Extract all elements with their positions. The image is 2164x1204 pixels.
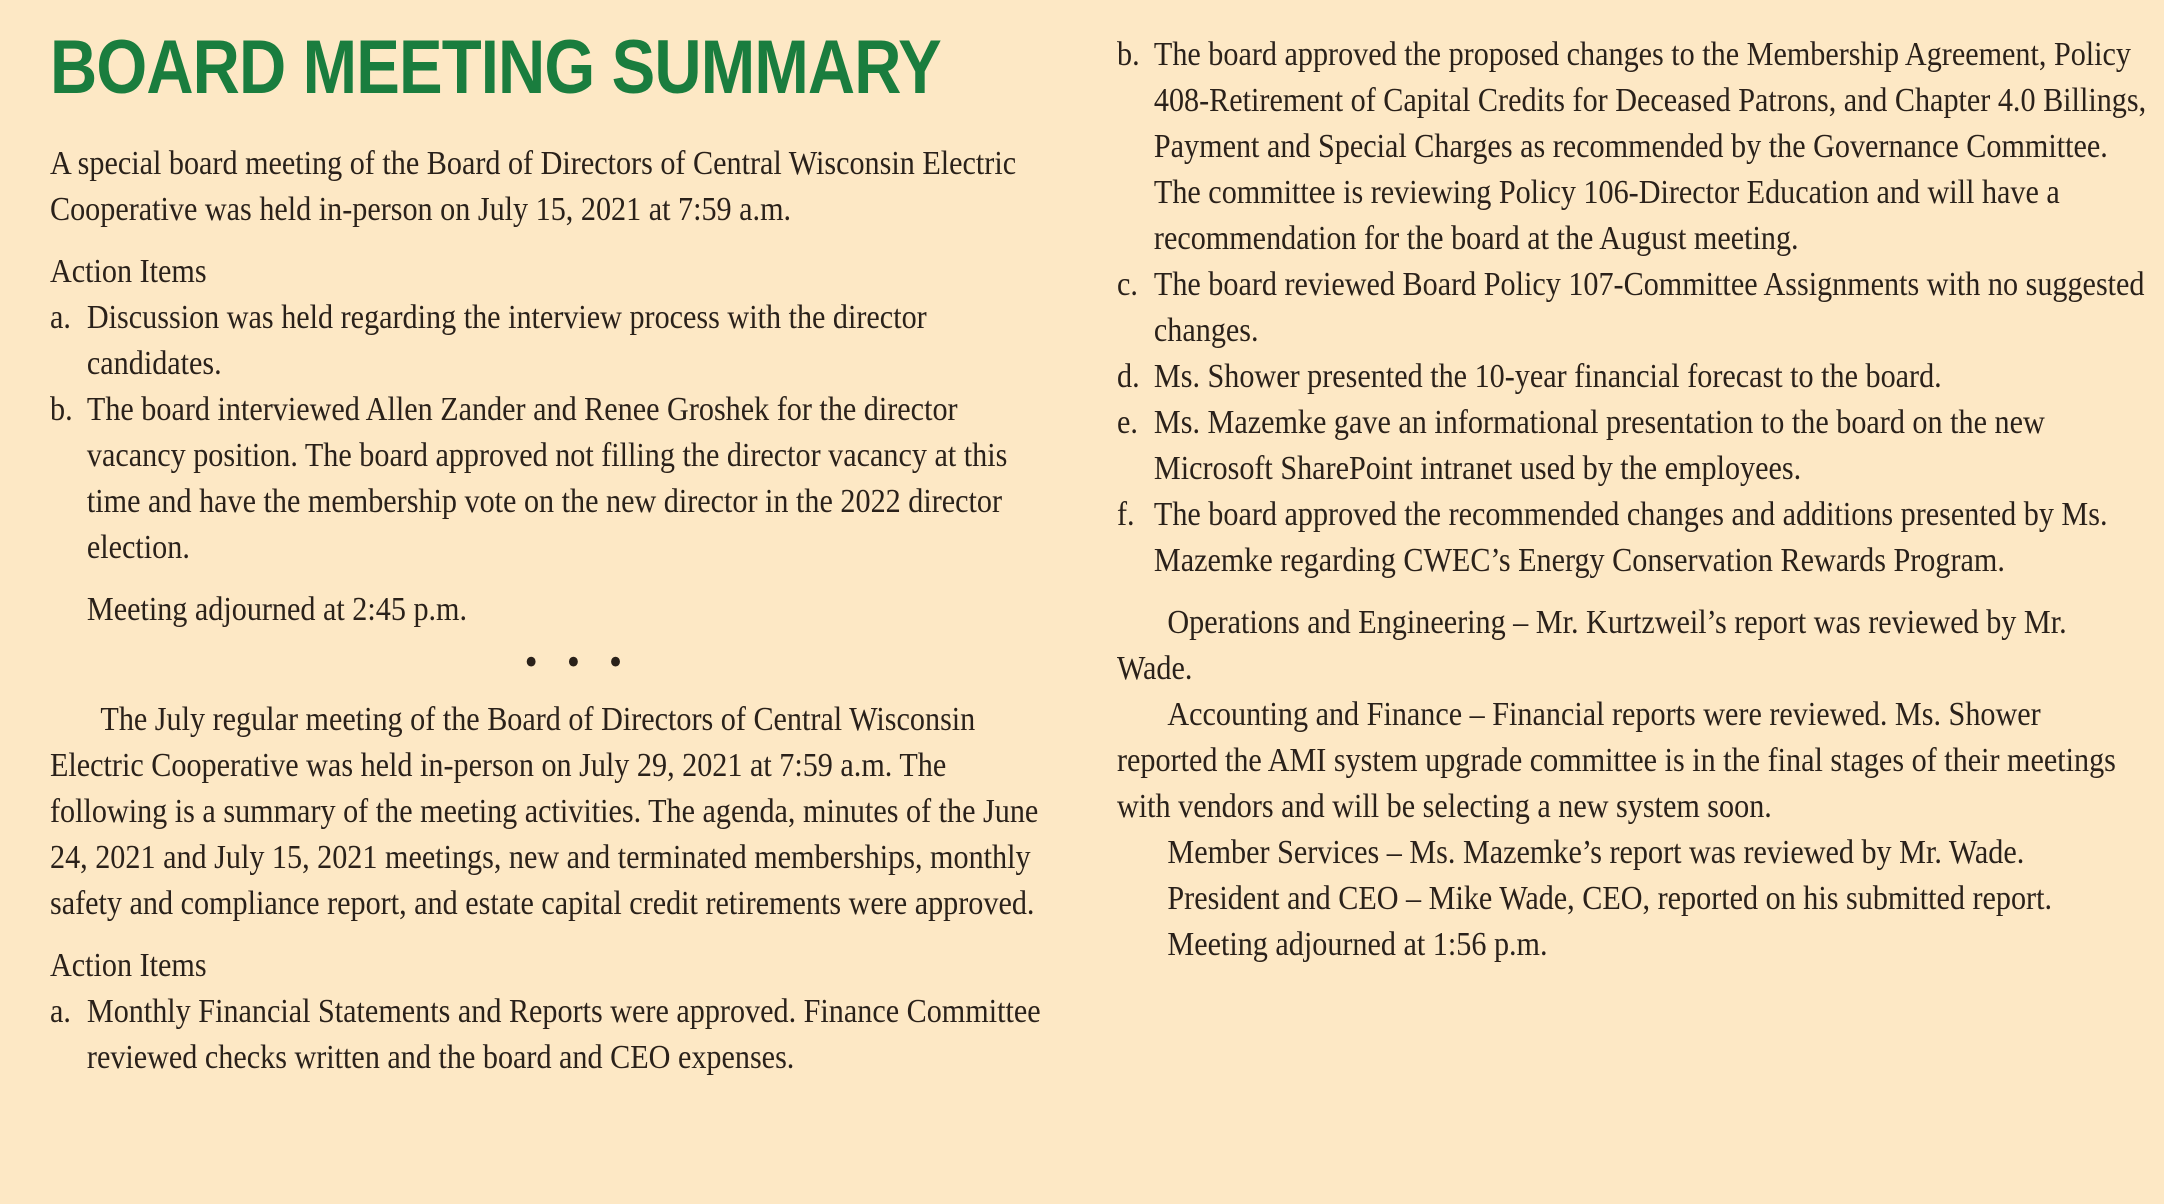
list-item-text: Ms. Shower presented the 10-year financial forecast to the board. xyxy=(1153,358,1942,395)
report-accounting: Accounting and Finance – Financial reports were reviewed. Ms. Shower reported the AMI system upgrade committee is in the final stages of their meetings with vendors and will be selecting a new system soon. xyxy=(1117,696,2116,825)
list-item xyxy=(1117,492,2147,584)
left-column-text xyxy=(50,141,1050,1081)
list-item xyxy=(1117,354,2147,400)
special-meeting-intro: A special board meeting of the Board of Directors of Central Wisconsin Electric Cooperative was held in-person on July 15, 2021 at 7:59 a.m. xyxy=(50,145,1017,228)
list-item-text: The board reviewed Board Policy 107-Committee Assignments with no suggested changes. xyxy=(1153,266,2145,349)
list-item-text: Discussion was held regarding the interview process with the director candidates. xyxy=(86,299,927,382)
list-item-text: Monthly Financial Statements and Reports were approved. Finance Committee reviewed checks written and the board and CEO expenses. xyxy=(86,993,1041,1076)
list-item-text: The board interviewed Allen Zander and Renee Groshek for the director vacancy position. The board approved not filling the director vacancy at this time and have the membership vote on the new director in the 2022 director election. xyxy=(86,391,1008,566)
report-member-services: Member Services – Ms. Mazemke’s report was reviewed by Mr. Wade. xyxy=(1167,834,2025,871)
list-item xyxy=(1117,400,2147,492)
right-column-text xyxy=(1117,32,2147,968)
right-column xyxy=(1117,32,2147,968)
regular-meeting-intro: The July regular meeting of the Board of Directors of Central Wisconsin Electric Cooperative was held in-person on July 29, 2021 at 7:59 a.m. The following is a summary of the meeting activities. The agenda, minutes of the June 24, 2021 and July 15, 2021 meetings, new and terminated memberships, monthly safety and compliance report, and estate capital credit retirements were approved. xyxy=(50,701,1039,922)
list-item-text: Ms. Mazemke gave an informational presentation to the board on the new Microsoft SharePoint intranet used by the employees. xyxy=(1153,404,2045,487)
list-marker: a. xyxy=(50,993,71,1030)
regular-meeting-adjourned: Meeting adjourned at 1:56 p.m. xyxy=(1167,926,1548,963)
list-marker: b. xyxy=(50,391,73,428)
list-item-text: The board approved the proposed changes to the Membership Agreement, Policy 408-Retirement of Capital Credits for Deceased Patrons, and Chapter 4.0 Billings, Payment and Special Charges as recommended by the Governance Committee. The committee is reviewing Policy 106-Director Education and will have a recommendation for the board at the August meeting. xyxy=(1153,36,2147,257)
list-item xyxy=(1117,262,2147,354)
regular-action-list-part2 xyxy=(1117,32,2147,584)
list-marker: b. xyxy=(1117,36,1140,73)
list-item-text: The board approved the recommended changes and additions presented by Ms. Mazemke regarding CWEC’s Energy Conservation Rewards Program. xyxy=(1153,496,2108,579)
special-action-heading: Action Items xyxy=(50,253,207,290)
list-marker: a. xyxy=(50,299,71,336)
list-marker: c. xyxy=(1117,266,1138,303)
left-column xyxy=(50,25,1070,1081)
special-action-list xyxy=(50,295,1050,571)
report-president-ceo: President and CEO – Mike Wade, CEO, reported on his submitted report. xyxy=(1167,880,2053,917)
list-item xyxy=(50,989,1050,1081)
list-item xyxy=(1117,32,2147,262)
report-operations: Operations and Engineering – Mr. Kurtzweil’s report was reviewed by Mr. Wade. xyxy=(1117,604,2067,687)
list-item xyxy=(50,387,1050,571)
list-marker: d. xyxy=(1117,358,1140,395)
page-title: BOARD MEETING SUMMARY xyxy=(50,25,941,110)
list-item xyxy=(50,295,1050,387)
regular-action-list-part1 xyxy=(50,989,1050,1081)
list-marker: f. xyxy=(1117,496,1135,533)
special-meeting-adjourned: Meeting adjourned at 2:45 p.m. xyxy=(86,591,468,628)
list-marker: e. xyxy=(1117,404,1138,441)
regular-action-heading: Action Items xyxy=(50,947,207,984)
section-separator: • • • xyxy=(522,643,632,683)
